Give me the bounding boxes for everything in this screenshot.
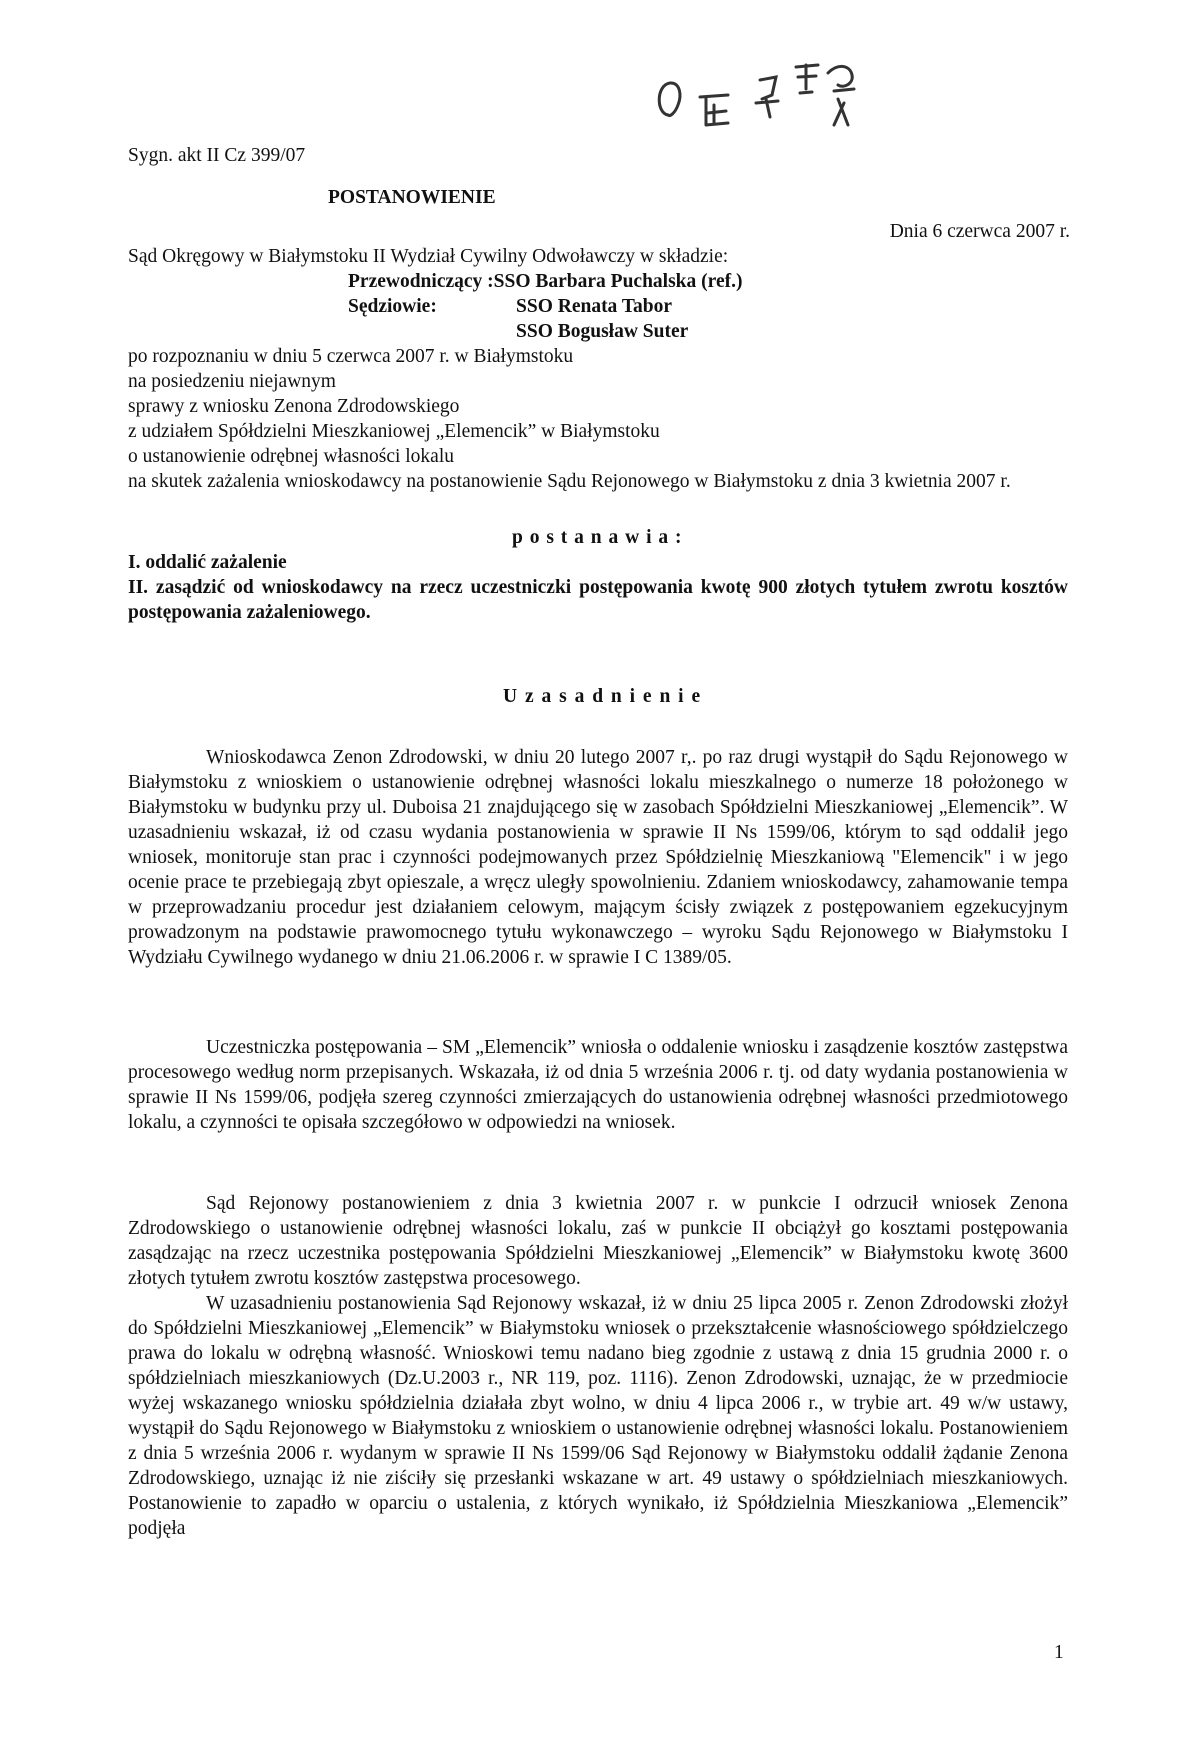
justification-text-3: Sąd Rejonowy postanowieniem z dnia 3 kwietnia 2007 r. w punkcie I odrzucił wniosek Zenona Zdrodowskiego o ustanowienie odrębnej własności lokalu, zaś w punkcie II obciążył go kosztami postępowania zasądzając na rzecz uczestnika postępowania Spółdzielni Mieszkaniowej „Elemencik” w Białymstoku kwotę 3600 złotych tytułem zwrotu kosztów zastępstwa procesowego. bbox=[128, 1193, 1068, 1289]
document-date: Dnia 6 czerwca 2007 r. bbox=[889, 221, 1070, 242]
page-number: 1 bbox=[1054, 1642, 1064, 1663]
stamp-mark-icon bbox=[648, 55, 863, 135]
justification-paragraph-4 bbox=[128, 1291, 1068, 1541]
case-line-participant: z udziałem Spółdzielni Mieszkaniowej „Elemencik” w Białymstoku bbox=[128, 421, 660, 442]
judge-1: SSO Renata Tabor bbox=[516, 296, 673, 317]
justification-text-4: W uzasadnieniu postanowienia Sąd Rejonowy wskazał, iż w dniu 25 lipca 2005 r. Zenon Zdrodowski złożył do Spółdzielni Mieszkaniowej „Elemencik” w Białymstoku wniosek o przekształcenie własnościowego spółdzielczego prawa do lokalu w odrębną własność. Wnioskowi temu nadano bieg zgodnie z ustawą z dnia 15 grudnia 2000 r. o spółdzielniach mieszkaniowych (Dz.U.2003 r., NR 119, poz. 1116). Zenon Zdrodowski, uznając, że w przedmiocie wyżej wskazanego wniosku spółdzielnia działała zbyt wolno, w dniu 4 lipca 2006 r., w trybie art. 49 w/w ustawy, wystąpił do Sądu Rejonowego w Białymstoku z wnioskiem o ustanowienie odrębnej własności lokalu. Postanowieniem z dnia 5 września 2006 r. wydanym w sprawie II Ns 1599/06 Sąd Rejonowy w Białymstoku oddalił żądanie Zenona Zdrodowskiego, uznając iż nie ziściły się przesłanki wskazane w art. 49 ustawy o spółdzielniach mieszkaniowych. Postanowienie to zapadło w oparciu o ustalenia, z których wynikało, iż Spółdzielnia Mieszkaniowa „Elemencik” podjęła bbox=[128, 1293, 1068, 1539]
justification-text-2: Uczestniczka postępowania – SM „Elemencik” wniosła o oddalenie wniosku i zasądzenie kosztów zastępstwa procesowego według norm przepisanych. Wskazała, iż od dnia 5 września 2006 r. tj. od daty wydania postanowienia w sprawie II Ns 1599/06, podjęła szereg czynności zmierzających do ustanowienia odrębnej własności przedmiotowego lokalu, a czynności te opisała szczegółowo w odpowiedzi na wniosek. bbox=[128, 1037, 1068, 1133]
justification-paragraph-1 bbox=[128, 745, 1068, 970]
case-signature: Sygn. akt II Cz 399/07 bbox=[128, 145, 306, 166]
judges-label: Sędziowie: bbox=[348, 296, 437, 317]
document-title: POSTANOWIENIE bbox=[328, 187, 496, 208]
ruling-item-2-block bbox=[128, 575, 1068, 625]
appeal-text: na skutek zażalenia wnioskodawcy na postanowienie Sądu Rejonowego w Białymstoku z dnia 3 kwietnia 2007 r. bbox=[128, 471, 1011, 492]
justification-heading: U z a s a d n i e n i e bbox=[503, 686, 702, 707]
case-line-hearing: po rozpoznaniu w dniu 5 czerwca 2007 r. w Białymstoku bbox=[128, 346, 574, 367]
court-composition: Sąd Okręgowy w Białymstoku II Wydział Cywilny Odwoławczy w składzie: bbox=[128, 246, 729, 267]
case-line-subject: o ustanowienie odrębnej własności lokalu bbox=[128, 446, 455, 467]
case-line-applicant: sprawy z wniosku Zenona Zdrodowskiego bbox=[128, 396, 460, 417]
judge-2: SSO Bogusław Suter bbox=[516, 321, 689, 342]
case-line-session: na posiedzeniu niejawnym bbox=[128, 371, 336, 392]
justification-text-1: Wnioskodawca Zenon Zdrodowski, w dniu 20 lutego 2007 r,. po raz drugi wystąpił do Sądu Rejonowego w Białymstoku z wnioskiem o ustanowienie odrębnej własności lokalu mieszkalnego o numerze 18 położonego w Białymstoku w budynku przy ul. Duboisa 21 znajdującego się w zasobach Spółdzielni Mieszkaniowej „Elemencik”. W uzasadnieniu wskazał, iż od czasu wydania postanowienia w sprawie II Ns 1599/06, którym to sąd oddalił jego wniosek, monitoruje stan prac i czynności podejmowanych przez Spółdzielnię Mieszkaniową "Elemencik" i w jego ocenie prace te przebiegają zbyt opieszale, a wręcz uległy spowolnieniu. Zdaniem wnioskodawcy, zahamowanie tempa w przeprowadzaniu procedur jest działaniem celowym, mającym ścisły związek z postępowaniem egzekucyjnym prowadzonym na podstawie prawomocnego tytułu wykonawczego – wyroku Sądu Rejonowego w Białymstoku I Wydziału Cywilnego wydanego w dniu 21.06.2006 r. w sprawie I C 1389/05. bbox=[128, 747, 1068, 968]
ruling-heading: p o s t a n a w i a : bbox=[512, 527, 683, 548]
ruling-item-1: I. oddalić zażalenie bbox=[128, 552, 287, 573]
justification-paragraph-3 bbox=[128, 1191, 1068, 1291]
appeal-paragraph bbox=[128, 469, 1068, 494]
justification-paragraph-2 bbox=[128, 1035, 1068, 1135]
presiding-judge: Przewodniczący :SSO Barbara Puchalska (ref.) bbox=[348, 271, 743, 292]
ruling-item-2: II. zasądzić od wnioskodawcy na rzecz uczestniczki postępowania kwotę 900 złotych tytułem zwrotu kosztów postępowania zażaleniowego. bbox=[128, 577, 1068, 623]
